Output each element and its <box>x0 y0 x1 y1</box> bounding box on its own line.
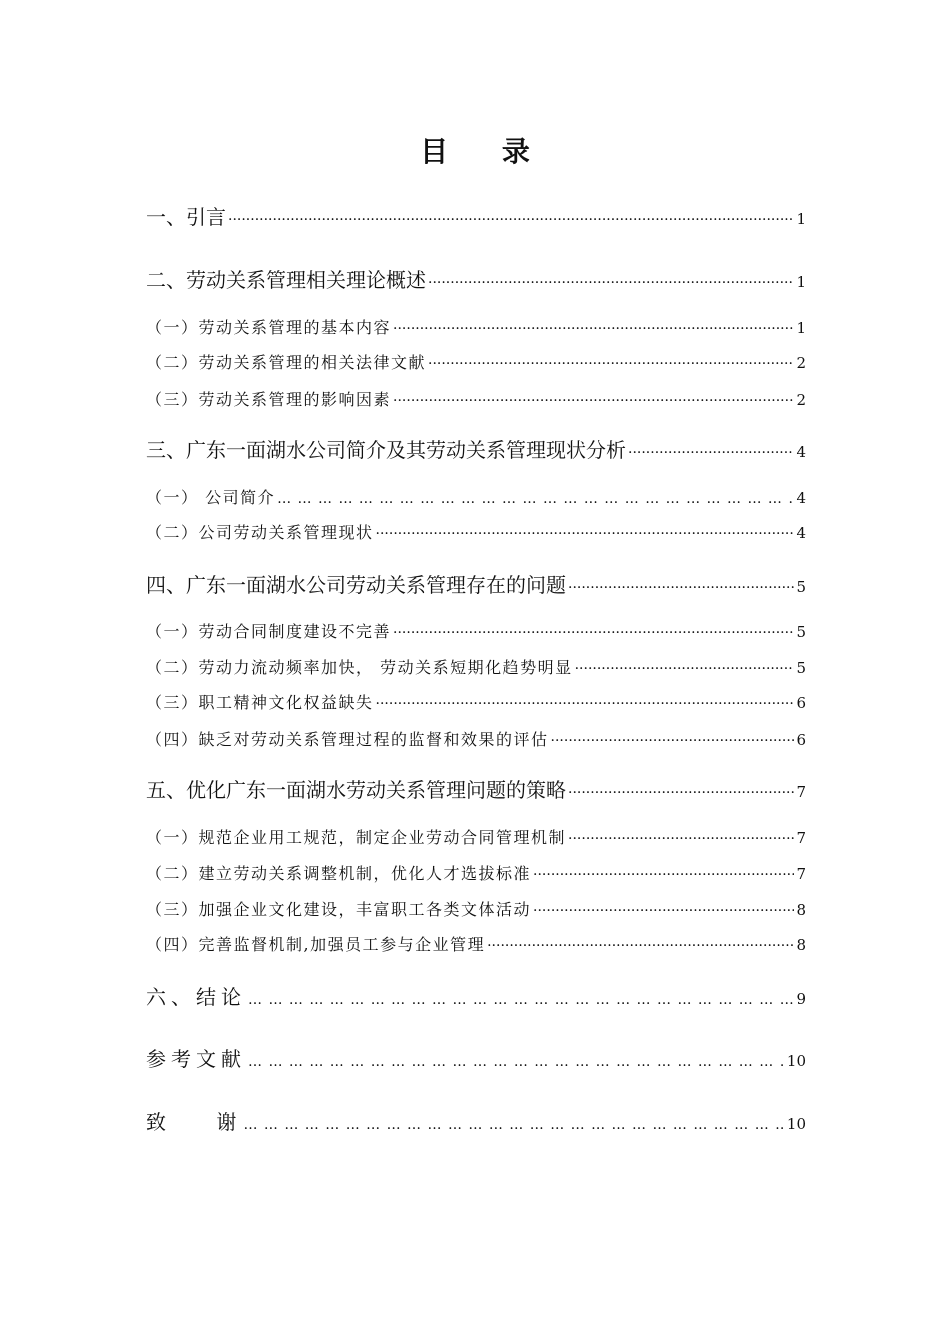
toc-entry-text: 二、劳动关系管理相关理论概述 <box>146 268 426 292</box>
toc-page-number: 1 <box>796 319 806 337</box>
page-title: 目 录 <box>420 135 552 168</box>
toc-dot-leader <box>393 322 794 336</box>
toc-entry-text: （二）劳动关系管理的相关法律文献 <box>146 353 427 372</box>
toc-page-number: 1 <box>796 273 806 291</box>
toc-dot-leader <box>428 357 794 371</box>
toc-entry-text: （一）劳动合同制度建设不完善 <box>146 622 392 641</box>
toc-page-number: 6 <box>796 694 806 712</box>
toc-page-number: 7 <box>796 829 806 847</box>
toc-dot-leader <box>533 868 794 882</box>
toc-entry-text: （四）完善监督机制,加强员工参与企业管理 <box>146 935 486 954</box>
toc-dot-leader <box>568 832 794 846</box>
toc-page-number: 10 <box>786 1115 806 1133</box>
toc-page-number: 1 <box>796 210 806 228</box>
toc-page-number: 4 <box>796 443 806 461</box>
toc-dot-leader <box>628 446 794 460</box>
toc-entry-text: （一）规范企业用工规范，制定企业劳动合同管理机制 <box>146 828 567 847</box>
toc-page-number: 2 <box>796 391 806 409</box>
toc-dot-leader <box>575 662 795 676</box>
toc-entry-text: （二）劳动力流动频率加快， 劳动关系短期化趋势明显 <box>146 658 573 677</box>
toc-dot-leader <box>568 786 794 800</box>
toc-entry-text: （三）加强企业文化建设，丰富职工各类文体活动 <box>146 900 532 919</box>
toc-entry-text: （三）劳动关系管理的影响因素 <box>146 390 392 409</box>
toc-entry-intro <box>146 207 806 227</box>
toc-entry-text: 三、广东一面湖水公司简介及其劳动关系管理现状分析 <box>146 438 626 462</box>
toc-entry-5-3 <box>146 902 806 918</box>
toc-entry-3-2 <box>146 525 806 541</box>
toc-entry-acknowledgements <box>146 1112 806 1132</box>
toc-dot-leader <box>428 276 794 290</box>
toc-entry-text: 参考文献 <box>146 1047 246 1071</box>
toc-entry-4-3 <box>146 695 806 711</box>
toc-dot-leader <box>248 993 794 1007</box>
toc-page-number: 5 <box>796 659 806 677</box>
toc-page-number: 8 <box>796 936 806 954</box>
toc-dot-leader <box>277 492 794 506</box>
toc-page-number: 7 <box>796 783 806 801</box>
toc-entry-2-3 <box>146 392 806 408</box>
toc-entry-text: 一、引言 <box>146 205 226 229</box>
toc-dot-leader <box>243 1118 784 1132</box>
toc-entry-text: （三）职工精神文化权益缺失 <box>146 693 374 712</box>
toc-page-number: 6 <box>796 731 806 749</box>
toc-entry-5-2 <box>146 866 806 882</box>
toc-entry-chapter-4 <box>146 575 806 595</box>
toc-page-number: 4 <box>796 489 806 507</box>
toc-entry-2-2 <box>146 355 806 371</box>
toc-entry-chapter-5 <box>146 780 806 800</box>
toc-entry-text: （四）缺乏对劳动关系管理过程的监督和效果的评估 <box>146 730 549 749</box>
toc-page-number: 2 <box>796 354 806 372</box>
toc-entry-text: （一）劳动关系管理的基本内容 <box>146 318 392 337</box>
toc-page-number: 4 <box>796 524 806 542</box>
toc-page-number: 5 <box>796 578 806 596</box>
toc-entry-text: 六、结论 <box>146 985 246 1009</box>
toc-dot-leader <box>393 394 794 408</box>
toc-page-number: 8 <box>796 901 806 919</box>
toc-entry-text: （二）公司劳动关系管理现状 <box>146 523 374 542</box>
toc-dot-leader <box>393 626 794 640</box>
toc-entry-text: （一） 公司简介 <box>146 488 276 507</box>
toc-entry-4-4 <box>146 732 806 748</box>
toc-dot-leader <box>533 904 794 918</box>
toc-dot-leader <box>568 581 794 595</box>
toc-dot-leader <box>376 527 795 541</box>
toc-dot-leader <box>248 1055 785 1069</box>
toc-entry-references <box>146 1049 806 1069</box>
toc-entry-conclusion <box>146 987 806 1007</box>
toc-entry-4-1 <box>146 624 806 640</box>
toc-page-number: 10 <box>786 1052 806 1070</box>
toc-page-number: 5 <box>796 623 806 641</box>
toc-dot-leader <box>228 213 794 227</box>
toc-entry-text: 五、优化广东一面湖水劳动关系管理问题的策略 <box>146 778 566 802</box>
toc-dot-leader <box>487 939 794 953</box>
toc-entry-5-1 <box>146 830 806 846</box>
toc-entry-chapter-2 <box>146 270 806 290</box>
toc-entry-5-4 <box>146 937 806 953</box>
toc-entry-text: 致 谢 <box>146 1110 242 1134</box>
toc-entry-text: （二）建立劳动关系调整机制，优化人才选拔标准 <box>146 864 532 883</box>
toc-page-number: 9 <box>796 990 806 1008</box>
toc-entry-chapter-3 <box>146 440 806 460</box>
toc-dot-leader <box>376 697 795 711</box>
toc-entry-4-2 <box>146 660 806 676</box>
toc-entry-3-1 <box>146 490 806 506</box>
toc-entry-text: 四、广东一面湖水公司劳动关系管理存在的问题 <box>146 573 566 597</box>
toc-dot-leader <box>551 734 795 748</box>
toc-page-number: 7 <box>796 865 806 883</box>
toc-entry-2-1 <box>146 320 806 336</box>
